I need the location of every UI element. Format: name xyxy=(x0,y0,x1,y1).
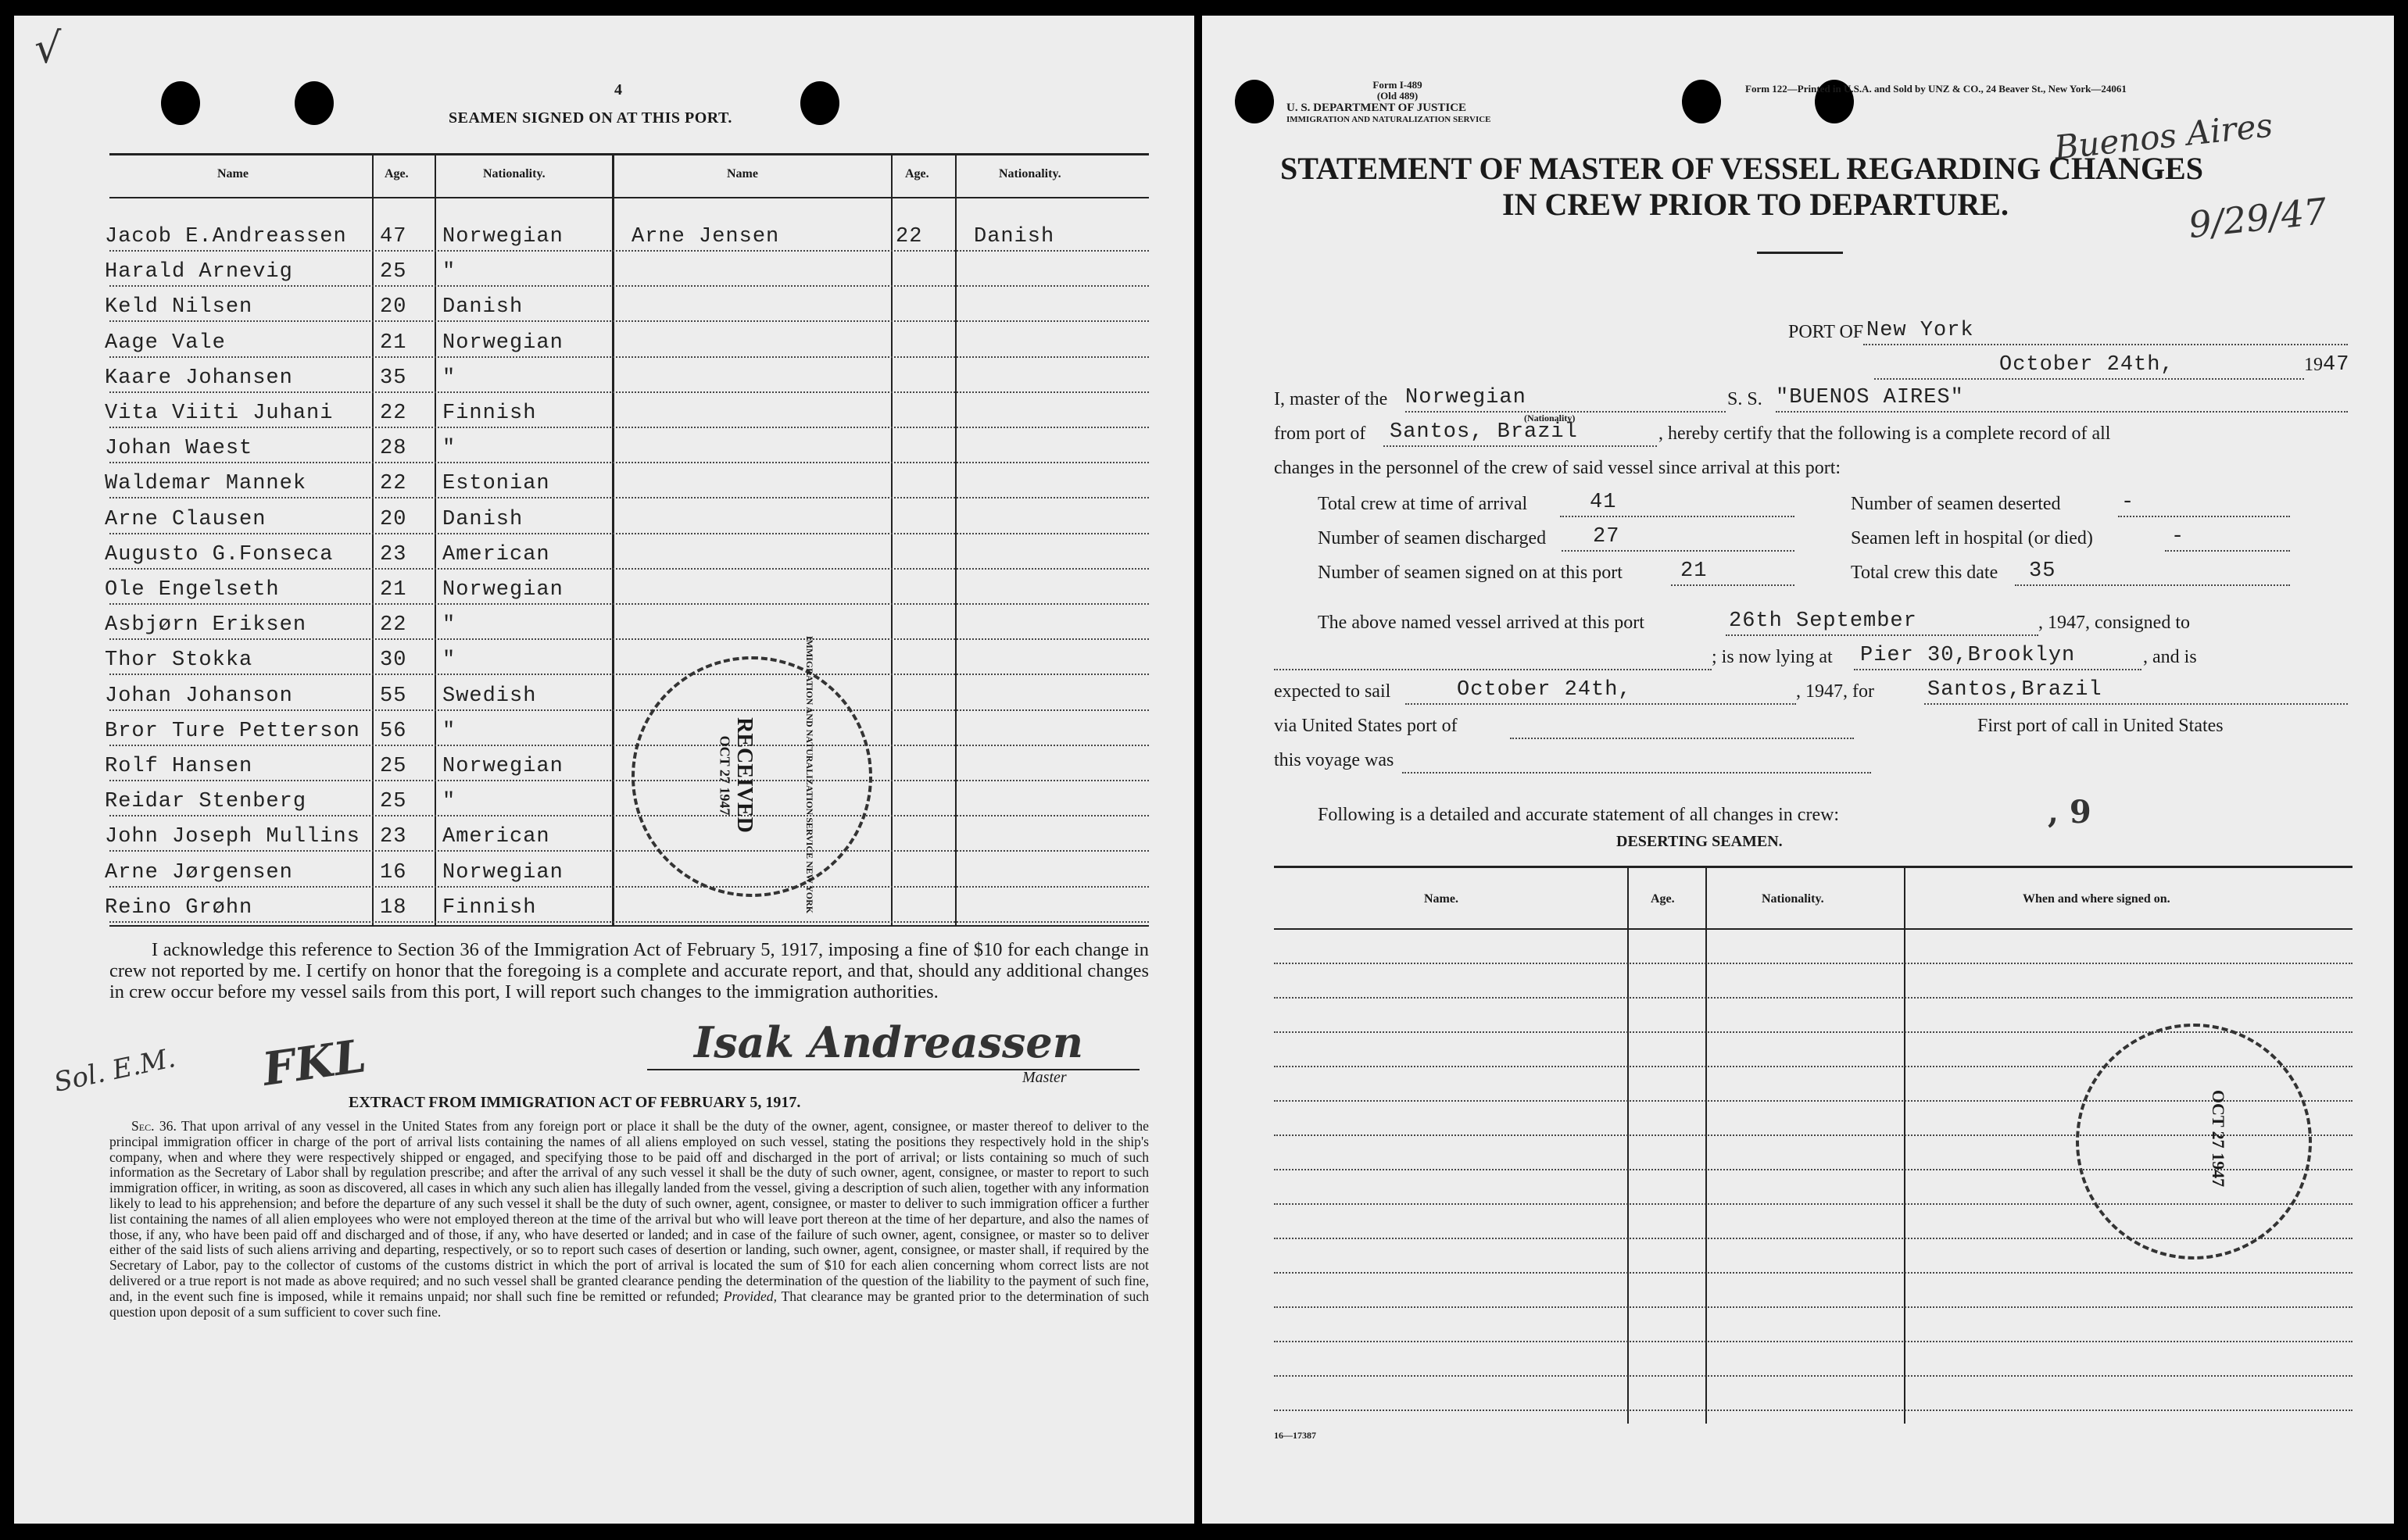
column-divider xyxy=(1705,866,1707,1424)
crew-name: Reidar Stenberg xyxy=(105,790,307,813)
dotted-line xyxy=(2165,550,2290,552)
form-id: Form I-489 xyxy=(1372,79,1422,91)
crew-nationality: " xyxy=(442,437,456,460)
ss-label: S. S. xyxy=(1727,389,1762,409)
punch-hole xyxy=(161,81,200,125)
page-number: 4 xyxy=(614,81,622,98)
crew-age: 22 xyxy=(380,613,407,637)
form-header xyxy=(1339,80,1456,102)
deserting-heading: DESERTING SEAMEN. xyxy=(1616,833,1783,850)
form-old: (Old 489) xyxy=(1376,90,1419,102)
crew-age: 20 xyxy=(380,295,407,319)
punch-hole xyxy=(1682,80,1721,123)
crew-age: 28 xyxy=(380,437,407,460)
column-header-nationality: Nationality. xyxy=(483,167,546,180)
crew-name: Aage Vale xyxy=(105,331,226,355)
crew-name: Arne Clausen xyxy=(105,508,267,531)
form-title-line2: IN CREW PRIOR TO DEPARTURE. xyxy=(1502,187,2009,222)
row-dotted-line xyxy=(109,285,1149,287)
crew-name: Harald Arnevig xyxy=(105,260,293,284)
stamp-date: OCT 27 1947 xyxy=(2209,1089,2229,1188)
crew-age: 21 xyxy=(380,331,407,355)
crew-name: Keld Nilsen xyxy=(105,295,253,319)
crew-age: 21 xyxy=(380,578,407,602)
crew-name: Reino Grøhn xyxy=(105,896,253,920)
row-dotted-line xyxy=(109,921,1149,923)
form-title-line1: STATEMENT OF MASTER OF VESSEL REGARDING CHANGES xyxy=(1280,151,2203,186)
row-dotted-line xyxy=(109,533,1149,534)
crew-nationality: " xyxy=(442,720,456,743)
lying-value: Pier 30,Brooklyn xyxy=(1860,644,2076,667)
following-label: Following is a detailed and accurate statement of all changes in crew: xyxy=(1318,805,1840,825)
crew-nationality: Swedish xyxy=(442,684,537,708)
year-prefix: 19 xyxy=(2304,355,2323,375)
crew-age: 55 xyxy=(380,684,407,708)
row-dotted-line xyxy=(109,603,1149,605)
hospital-value: - xyxy=(2171,525,2185,548)
crew-age: 35 xyxy=(380,366,407,390)
column-divider xyxy=(891,153,893,925)
port-value: New York xyxy=(1866,319,1974,342)
row-dotted-line xyxy=(109,815,1149,816)
via-port-label: via United States port of xyxy=(1274,716,1458,736)
extract-lead: Sec. 36. xyxy=(131,1118,177,1134)
crew-name: Ole Engelseth xyxy=(105,578,280,602)
row-dotted-line xyxy=(109,568,1149,570)
extract-text: That upon arrival of any vessel in the United States from any foreign port or place it shall be the duty of the owner, agent, consignee, or master thereof to deliver to the principal immigration officer in charge of the port of arrival lists containing the names of all aliens employed on such vessel, stating the positions they respectively hold in the ship's company, when and where they were respectively shipped or engaged, and specifying those to be paid off and discharged in the port of arrival; or lists containing so much of such information as the Secretary of Labor shall by regulation prescribe; and after the arrival of any such vessel it shall be the duty of such owner, agent, consignee, or master to report to such immigration officer, in writing, as soon as discovered, all cases in which any such alien has illegally landed from the vessel, giving a description of such alien, together with any information likely to lead to his apprehension; and before the departure of any such vessel it shall be the duty of such owner, agent, consignee, or master to deliver to such immigration officer a further list containing the names of all alien employees who were not employed thereon at the time of the arrival but who will leave port thereon at the time of her departure, and also the names of those, if any, who have been paid off and discharged and of those, if any, who have deserted or landed; and in case of the failure of such owner, agent, consignee, or master so to deliver either of the said lists of such aliens arriving and departing, respectively, or so to report such cases of desertion or landing, such owner, agent, consignee, or master shall, if required by the Secretary of Labor, pay to the collector of customs of the customs district in which the port of arrival is located the sum of $10 for each alien concerning whom correct lists are not delivered or a true report is not made as above required; and no such vessel shall be granted clearance pending the determination of the question of the liability to the payment of such fine, and, in the event such fine is imposed, while it remains unpaid; nor shall such fine be remitted or refunded; xyxy=(109,1118,1149,1304)
dotted-line xyxy=(1726,634,2038,636)
crew-age: 30 xyxy=(380,649,407,672)
crew-name: Jacob E.Andreassen xyxy=(105,225,347,248)
column-divider xyxy=(435,153,436,925)
table-header-rule xyxy=(109,197,1149,198)
column-header-name: Name xyxy=(727,167,758,180)
stamp-service: IMMIGRATION AND NATURALIZATION SERVICE NEW YORK xyxy=(804,635,816,914)
crew-nationality: American xyxy=(442,543,550,566)
row-dotted-line xyxy=(1274,1272,2353,1274)
dotted-line xyxy=(2015,584,2290,586)
crew-name: Johan Johanson xyxy=(105,684,293,708)
crew-name: Rolf Hansen xyxy=(105,755,253,778)
crew-nationality: Norwegian xyxy=(442,755,564,778)
statement-date: October 24th, xyxy=(1999,353,2174,377)
crew-name: Asbjørn Eriksen xyxy=(105,613,307,637)
extract-title: EXTRACT FROM IMMIGRATION ACT OF FEBRUARY 5, 1917. xyxy=(349,1094,801,1111)
right-page xyxy=(1202,16,2394,1524)
crew-name: Waldemar Mannek xyxy=(105,472,307,495)
row-dotted-line xyxy=(109,886,1149,888)
crew-age: 25 xyxy=(380,755,407,778)
crew-nationality: Finnish xyxy=(442,402,537,425)
dotted-line xyxy=(1874,378,2304,380)
row-dotted-line xyxy=(1274,1306,2353,1308)
table-header-rule xyxy=(1274,928,2353,930)
column-divider xyxy=(372,153,374,925)
deserting-col-signed: When and where signed on. xyxy=(2023,892,2170,906)
stamp-received-label: RECEIVED xyxy=(732,717,757,833)
crew-nationality: " xyxy=(442,649,456,672)
row-dotted-line xyxy=(109,497,1149,498)
column-divider xyxy=(612,153,614,925)
column-header-age: Age. xyxy=(385,167,409,180)
crew-nationality: Norwegian xyxy=(442,331,564,355)
service: IMMIGRATION AND NATURALIZATION SERVICE xyxy=(1286,115,1491,124)
discharged-value: 27 xyxy=(1593,525,1620,548)
row-dotted-line xyxy=(109,850,1149,852)
crew-nationality: Danish xyxy=(442,508,524,531)
column-header-age: Age. xyxy=(905,167,929,180)
row-dotted-line xyxy=(109,638,1149,640)
certify-text: , hereby certify that the following is a complete record of all xyxy=(1658,423,2111,444)
column-divider xyxy=(1627,866,1629,1424)
crew-name: Arne Jørgensen xyxy=(105,861,293,884)
extract-proviso-word: Provided, xyxy=(723,1288,777,1304)
certify-text-2: changes in the personnel of the crew of said vessel since arrival at this port: xyxy=(1274,458,1841,478)
department: U. S. DEPARTMENT OF JUSTICE xyxy=(1286,102,1467,114)
row-dotted-line xyxy=(109,709,1149,711)
dotted-line xyxy=(2118,516,2290,517)
row-dotted-line xyxy=(109,427,1149,428)
punch-hole xyxy=(800,81,839,125)
dotted-line xyxy=(1274,669,1712,670)
row-dotted-line xyxy=(109,250,1149,252)
total-today-label: Total crew this date xyxy=(1851,563,1998,583)
hospital-label: Seamen left in hospital (or died) xyxy=(1851,528,2093,548)
column-divider xyxy=(1904,866,1905,1424)
voyage-label: this voyage was xyxy=(1274,750,1394,770)
row-dotted-line xyxy=(109,780,1149,781)
date-stamp xyxy=(2076,1024,2312,1260)
crew-nationality: " xyxy=(442,366,456,390)
crew-nationality: Norwegian xyxy=(442,861,564,884)
crew-age: 22 xyxy=(380,402,407,425)
row-dotted-line xyxy=(1274,963,2353,964)
row-dotted-line xyxy=(1274,1375,2353,1377)
signed-on-value: 21 xyxy=(1680,559,1708,583)
destination-value: Santos,Brazil xyxy=(1927,678,2102,702)
vessel-nationality: Norwegian xyxy=(1405,386,1526,409)
crew-nationality: American xyxy=(442,825,550,849)
crew-nationality: Estonian xyxy=(442,472,550,495)
crew-nationality: Norwegian xyxy=(442,225,564,248)
row-dotted-line xyxy=(109,745,1149,746)
printer-note: Form 122—Printed in U.S.A. and Sold by UNZ & CO., 24 Beaver St., New York—24061 xyxy=(1745,83,2127,95)
count-mark: , 9 xyxy=(2048,794,2091,831)
dotted-line xyxy=(1924,703,2348,705)
row-dotted-line xyxy=(109,674,1149,675)
expected-year: , 1947, for xyxy=(1796,681,1874,702)
crew-nationality: " xyxy=(442,260,456,284)
row-dotted-line xyxy=(109,462,1149,463)
crew-age: 25 xyxy=(380,260,407,284)
crew-age: 20 xyxy=(380,508,407,531)
punch-hole xyxy=(295,81,334,125)
row-dotted-line xyxy=(109,391,1149,393)
year-value: 47 xyxy=(2323,353,2350,377)
dotted-line xyxy=(1854,669,2141,670)
title-underline xyxy=(1757,252,1843,254)
first-port-label: First port of call in United States xyxy=(1977,716,2224,736)
expected-value: October 24th, xyxy=(1457,678,1632,702)
crew-name: Thor Stokka xyxy=(105,649,253,672)
crew-nationality: Danish xyxy=(974,225,1055,248)
crew-name: Vita Viiti Juhani xyxy=(105,402,334,425)
crew-name: Kaare Johansen xyxy=(105,366,293,390)
crew-age: 18 xyxy=(380,896,407,920)
extract-proviso: That clearance may be granted prior to the determination of such question upon deposit of a sum sufficient to cover such fine. xyxy=(109,1288,1149,1320)
expected-label: expected to sail xyxy=(1274,681,1391,702)
master-of-label: I, master of the xyxy=(1274,389,1388,409)
crew-name: John Joseph Mullins xyxy=(105,825,360,849)
deserting-col-age: Age. xyxy=(1651,892,1675,906)
crew-nationality: Norwegian xyxy=(442,578,564,602)
row-dotted-line xyxy=(109,320,1149,322)
dotted-line xyxy=(1405,703,1796,705)
table-top-rule xyxy=(109,153,1149,155)
crew-age: 16 xyxy=(380,861,407,884)
total-crew-arrival: 41 xyxy=(1590,491,1617,514)
extract-body xyxy=(109,1119,1149,1320)
and-is-label: , and is xyxy=(2143,647,2197,667)
crew-name: Johan Waest xyxy=(105,437,253,460)
stamp-date: OCT 27 1947 xyxy=(717,735,733,816)
seamen-signed-heading: SEAMEN SIGNED ON AT THIS PORT. xyxy=(449,109,732,127)
from-port-value: Santos, Brazil xyxy=(1390,420,1578,444)
deserting-col-nationality: Nationality. xyxy=(1762,892,1824,906)
initials: FKL xyxy=(259,1029,370,1096)
total-today-value: 35 xyxy=(2029,559,2056,583)
arrived-year: , 1947, consigned to xyxy=(2038,613,2190,633)
dotted-line xyxy=(1560,516,1794,517)
row-dotted-line xyxy=(1274,1410,2353,1411)
dotted-line xyxy=(1776,411,2348,413)
received-stamp xyxy=(632,635,872,914)
crew-age: 22 xyxy=(896,225,923,248)
dotted-line xyxy=(1510,738,1854,739)
crew-age: 25 xyxy=(380,790,407,813)
left-page xyxy=(14,16,1194,1524)
crew-age: 22 xyxy=(380,472,407,495)
port-label: PORT OF xyxy=(1788,322,1864,342)
crew-nationality: Danish xyxy=(442,295,524,319)
table-bottom-rule xyxy=(109,925,1149,927)
acknowledgement-text: I acknowledge this reference to Section 36 of the Immigration Act of February 5, 1917, imposing a fine of $10 for each change in crew not reported by me. I certify on honor that the foregoing is a complete and accurate report, and that, should any additional changes in crew occur before my vessel sails from this port, I will report such changes to the immigration authorities. xyxy=(109,939,1149,1002)
crew-age: 23 xyxy=(380,825,407,849)
check-mark: √ xyxy=(34,23,62,73)
arrived-value: 26th September xyxy=(1729,609,1917,633)
arrived-label: The above named vessel arrived at this port xyxy=(1318,613,1644,633)
deserted-value: - xyxy=(2121,491,2135,514)
row-dotted-line xyxy=(1274,997,2353,999)
row-dotted-line xyxy=(109,356,1149,358)
column-header-nationality: Nationality. xyxy=(999,167,1061,180)
from-port-label: from port of xyxy=(1274,423,1366,444)
deserted-label: Number of seamen deserted xyxy=(1851,494,2061,514)
crew-nationality: Finnish xyxy=(442,896,537,920)
table-top-rule xyxy=(1274,866,2353,868)
form-number: 16—17387 xyxy=(1274,1430,1316,1441)
lying-label: ; is now lying at xyxy=(1712,647,1833,667)
crew-name: Arne Jensen xyxy=(632,225,780,248)
vessel-name: "BUENOS AIRES" xyxy=(1776,386,1964,409)
dotted-line xyxy=(1402,772,1871,774)
crew-age: 23 xyxy=(380,543,407,566)
dotted-line xyxy=(1863,344,2348,345)
crew-nationality: " xyxy=(442,613,456,637)
margin-note: Sol. E.M. xyxy=(51,1042,178,1099)
master-signature: Isak Andreassen xyxy=(694,1017,1083,1067)
column-divider xyxy=(955,153,957,925)
signature-role: Master xyxy=(1022,1069,1067,1086)
crew-name: Bror Ture Petterson xyxy=(105,720,360,743)
crew-nationality: " xyxy=(442,790,456,813)
crew-name: Augusto G.Fonseca xyxy=(105,543,334,566)
crew-age: 56 xyxy=(380,720,407,743)
dotted-line xyxy=(1562,550,1794,552)
nationality-caption: (Nationality) xyxy=(1524,413,1576,423)
dotted-line xyxy=(1671,584,1794,586)
signed-on-label: Number of seamen signed on at this port xyxy=(1318,563,1623,583)
margin-note-city: Buenos Aires xyxy=(2052,105,2275,167)
row-dotted-line xyxy=(1274,1341,2353,1342)
margin-note-date: 9/29/47 xyxy=(2186,189,2329,247)
discharged-label: Number of seamen discharged xyxy=(1318,528,1547,548)
punch-hole xyxy=(1235,80,1274,123)
crew-age: 47 xyxy=(380,225,407,248)
deserting-col-name: Name. xyxy=(1424,892,1458,906)
column-header-name: Name xyxy=(217,167,249,180)
total-crew-arrival-label: Total crew at time of arrival xyxy=(1318,494,1528,514)
dotted-line xyxy=(1383,445,1657,447)
